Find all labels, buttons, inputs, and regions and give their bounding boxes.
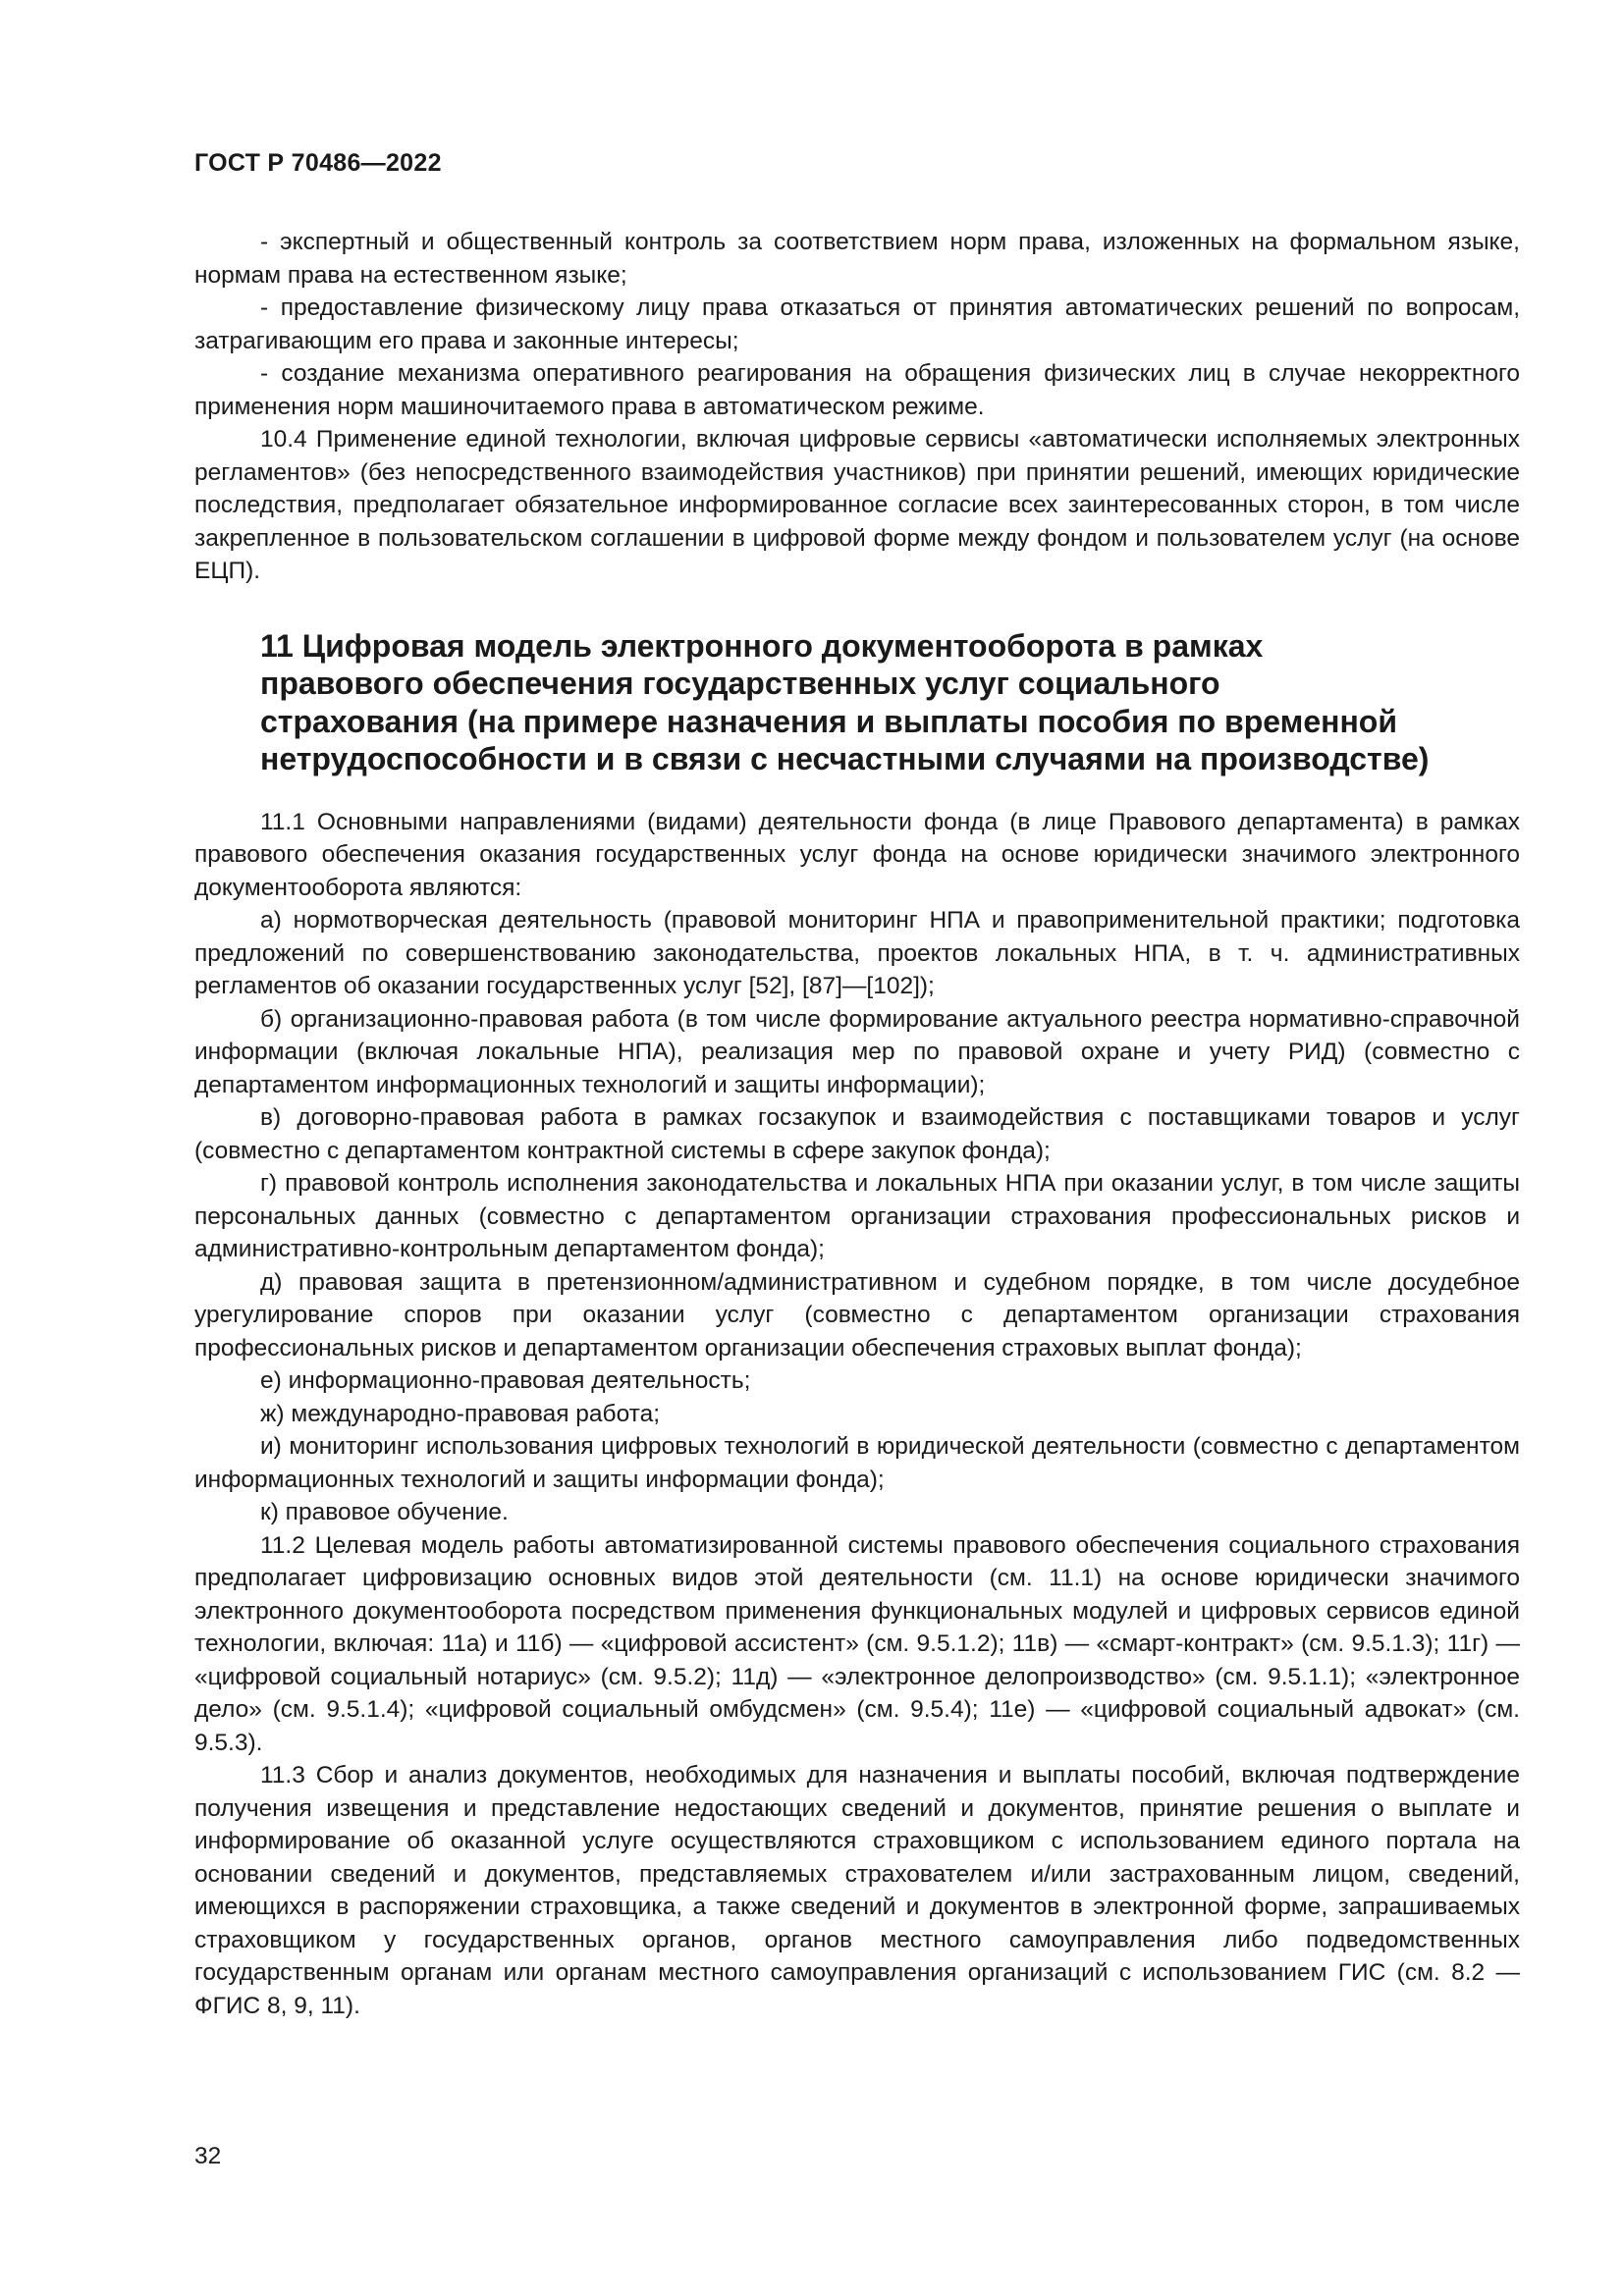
list-item-i: и) мониторинг использования цифровых технологий в юридической деятельности (совместно с департаментом информационных технологий и защиты информации фонда); (194, 1433, 1520, 1493)
document-code-header: ГОСТ Р 70486—2022 (194, 149, 442, 177)
list-item-a: а) нормотворческая деятельность (правовой мониторинг НПА и правоприменительной практики; подготовка предложений по совершенствованию законодательства, проектов локальных НПА, в т. ч. административных регламентов об оказании государственных услуг [52], [87]—[102]); (194, 907, 1520, 999)
list-item-response-mechanism: - создание механизма оперативного реагирования на обращения физических лиц в случае некорректного применения норм машиночитаемого права в автоматическом режиме. (194, 360, 1520, 420)
list-item-e: е) информационно-правовая деятельность; (260, 1367, 751, 1394)
list-item-g: г) правовой контроль исполнения законодательства и локальных НПА при оказании услуг, в том числе защиты персональных данных (совместно с департаментом организации страхования профессиональных рисков и административно-контрольным департаментом фонда); (194, 1170, 1520, 1262)
list-item-refuse-automatic-decisions: - предоставление физическому лицу права отказаться от принятия автоматических решений по вопросам, затрагивающим его права и законные интересы; (194, 294, 1520, 354)
page-body (194, 226, 1520, 2022)
page-number: 32 (194, 2143, 222, 2169)
paragraph-11-3: 11.3 Сбор и анализ документов, необходимых для назначения и выплаты пособий, включая подтверждение получения извещения и представление недостающих сведений и документов, принятие решения о выплате и информирование об оказанной услуге осуществляются страховщиком с использованием единого портала на основании сведений и документов, представляемых страхователем и/или застрахованным лицом, сведений, имеющихся в распоряжении страховщика, а также сведений и документов в электронной форме, запрашиваемых страховщиком у государственных органов, органов местного самоуправления либо подведомственных государственным органам или органам местного самоуправления организаций с использованием ГИС (см. 8.2 — ФГИС 8, 9, 11). (194, 1762, 1520, 2019)
list-item-d: д) правовая защита в претензионном/административном и судебном порядке, в том числе досудебное урегулирование споров при оказании услуг (совместно с департаментом организации страхования профессиональных рисков и департаментом организации обеспечения страховых выплат фонда); (194, 1268, 1520, 1362)
list-item-b: б) организационно-правовая работа (в том числе формирование актуального реестра нормативно-справочной информации (включая локальные НПА), реализация мер по правовой охране и учету РИД) (совместно с департаментом информационных технологий и защиты информации); (194, 1005, 1520, 1098)
section-heading-line: 11 Цифровая модель электронного документооборота в рамках (260, 627, 1264, 664)
list-item-expert-control: - экспертный и общественный контроль за соответствием норм права, изложенных на формальном языке, нормам права на естественном языке; (194, 229, 1520, 289)
section-11-heading (260, 627, 1468, 778)
list-item-v: в) договорно-правовая работа в рамках госзакупок и взаимодействия с поставщиками товаров и услуг (совместно с департаментом контрактной системы в сфере закупок фонда); (194, 1104, 1520, 1164)
list-item-k: к) правовое обучение. (260, 1499, 509, 1525)
section-heading-line: правового обеспечения государственных услуг социального (260, 666, 1220, 701)
paragraph-11-1: 11.1 Основными направлениями (видами) деятельности фонда (в лице Правового департамента) в рамках правового обеспечения оказания государственных услуг фонда на основе юридически значимого электронного документооборота являются: (194, 808, 1520, 901)
section-heading-line: нетрудоспособности и в связи с несчастными случаями на производстве) (260, 741, 1430, 776)
section-heading-line: страхования (на примере назначения и выплаты пособия по временной (260, 703, 1397, 739)
paragraph-11-2: 11.2 Целевая модель работы автоматизированной системы правового обеспечения социального страхования предполагает цифровизацию основных видов этой деятельности (см. 11.1) на основе юридически значимого электронного документооборота посредством применения функциональных модулей и цифровых сервисов единой технологии, включая: 11а) и 11б) — «цифровой ассистент» (см. 9.5.1.2); 11в) — «смарт-контракт» (см. 9.5.1.3); 11г) — «цифровой социальный нотариус» (см. 9.5.2); 11д) — «электронное делопроизводство» (см. 9.5.1.1); «электронное дело» (см. 9.5.1.4); «цифровой социальный омбудсмен» (см. 9.5.4); 11е) — «цифровой социальный адвокат» (см. 9.5.3). (194, 1531, 1520, 1756)
list-item-zh: ж) международно-правовая работа; (260, 1400, 661, 1427)
paragraph-10-4: 10.4 Применение единой технологии, включая цифровые сервисы «автоматически исполняемых электронных регламентов» (без непосредственного взаимодействия участников) при принятии решений, имеющих юридические последствия, предполагает обязательное информированное согласие всех заинтересованных сторон, в том числе закрепленное в пользовательском соглашении в цифровой форме между фондом и пользователем услуг (на основе ЕЦП). (194, 426, 1520, 584)
